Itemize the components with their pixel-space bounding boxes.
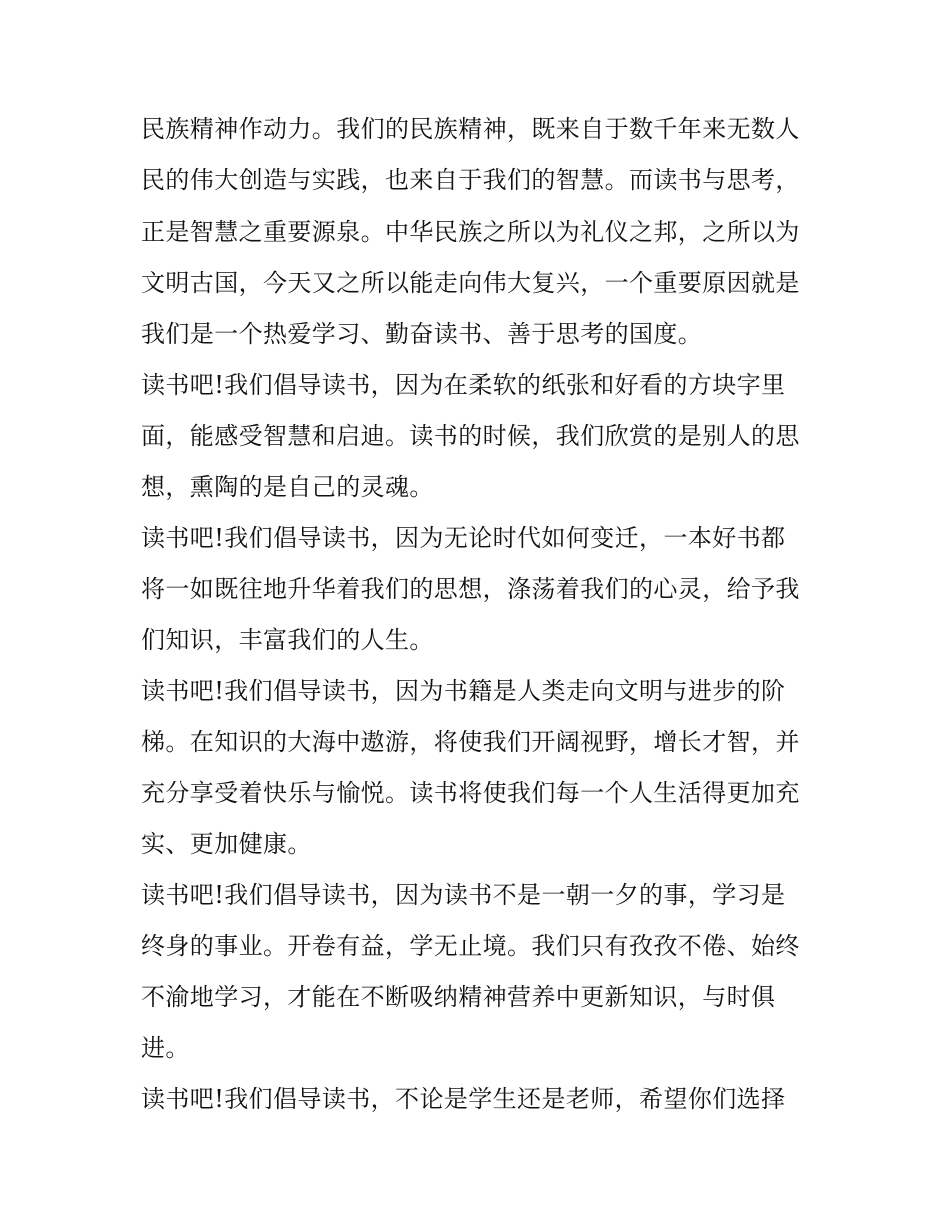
text-line: 读书吧!我们倡导读书，因为在柔软的纸张和好看的方块字里 [141,371,786,399]
text-line: 读书吧!我们倡导读书，因为书籍是人类走向文明与进步的阶 [141,677,786,705]
text-line: 不渝地学习，才能在不断吸纳精神营养中更新知识，与时俱 [141,983,776,1011]
text-line: 想，熏陶的是自己的灵魂。 [141,473,434,501]
text-line: 实、更加健康。 [141,830,312,858]
text-line: 文明古国，今天又之所以能走向伟大复兴，一个重要原因就是 [141,269,800,297]
text-line: 民族精神作动力。我们的民族精神，既来自于数千年来无数人 [141,115,800,143]
text-line: 民的伟大创造与实践，也来自于我们的智慧。而读书与思考， [141,166,800,194]
text-line: 面，能感受智慧和启迪。读书的时候，我们欣赏的是别人的思 [141,422,800,450]
text-line: 正是智慧之重要源泉。中华民族之所以为礼仪之邦，之所以为 [141,218,800,246]
text-line: 将一如既往地升华着我们的思想，涤荡着我们的心灵，给予我 [141,575,800,603]
text-line: 进。 [141,1034,190,1062]
text-line: 读书吧!我们倡导读书，因为读书不是一朝一夕的事，学习是 [141,881,786,909]
text-line: 梯。在知识的大海中遨游，将使我们开阔视野，增长才智，并 [141,728,800,756]
text-line: 们知识，丰富我们的人生。 [141,626,434,654]
text-line: 读书吧!我们倡导读书，因为无论时代如何变迁，一本好书都 [141,524,786,552]
text-line: 终身的事业。开卷有益，学无止境。我们只有孜孜不倦、始终 [141,932,800,960]
text-line: 读书吧!我们倡导读书，不论是学生还是老师，希望你们选择 [141,1085,786,1113]
text-line: 充分享受着快乐与愉悦。读书将使我们每一个人生活得更加充 [141,779,800,807]
text-line: 我们是一个热爱学习、勤奋读书、善于思考的国度。 [141,320,703,348]
